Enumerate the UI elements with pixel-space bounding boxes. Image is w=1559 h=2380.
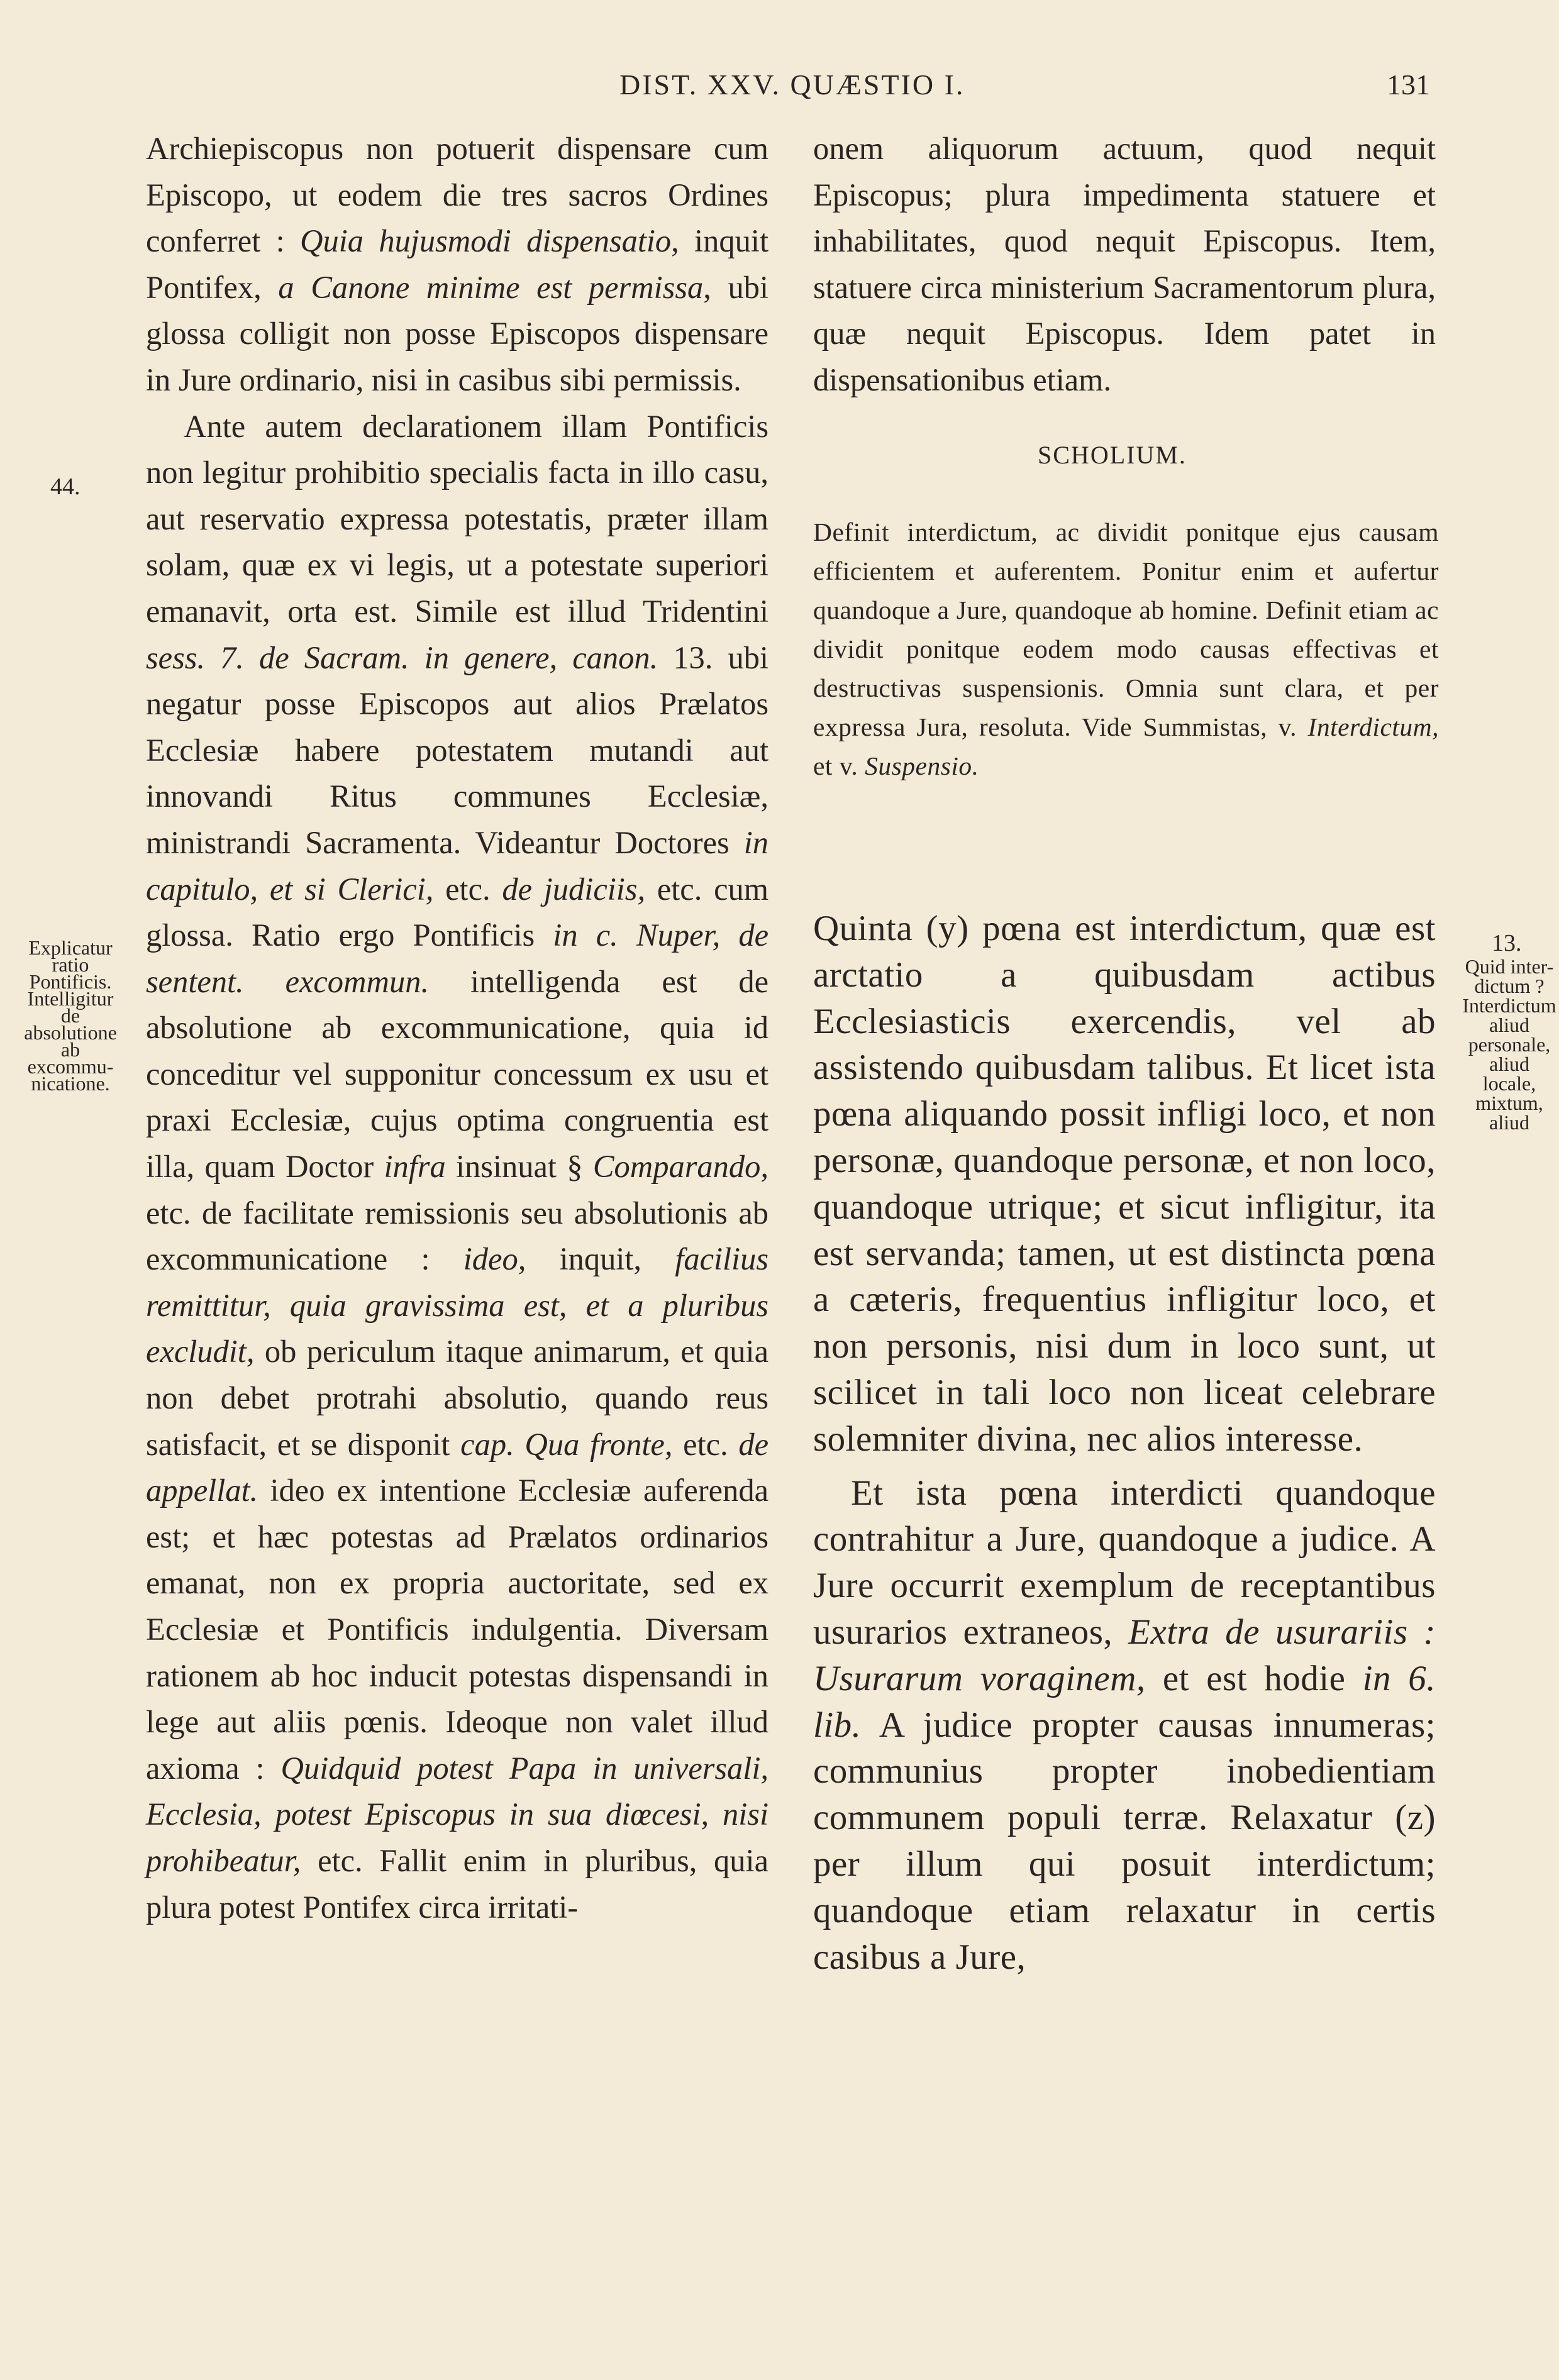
margin-note-right <box>1446 957 1559 1132</box>
text-run: inquit, <box>526 1241 675 1277</box>
italic-run: Comparando, <box>592 1149 768 1185</box>
italic-run: Quia hujusmodi dispensatio <box>299 223 672 259</box>
margin-note-line: de <box>60 1004 80 1027</box>
text-run: A judice propter causas innumeras; communius propter inobedientiam communem populi terræ. Relaxatur (z) per illum qui posuit interdictum; quandoque etiam relaxatur in certis casibus a Jure, <box>813 1705 1436 1977</box>
margin-number-left: 44. <box>50 473 80 500</box>
text-run: , inquit Pontifex, <box>146 223 768 305</box>
text-run: Archiepiscopus non potuerit dispensare cum Episcopo, ut eodem die tres sacros Ordines conferret : <box>146 131 768 259</box>
italic-run: Extra de usurariis : Usurarum voraginem, <box>813 1612 1436 1698</box>
text-run: etc. de facilitate remissionis seu absolutionis ab excommunicatione : <box>146 1195 768 1277</box>
italic-run: de appellat. <box>146 1426 769 1508</box>
text-run: Quinta (y) pœna est interdictum, quæ est arctatio a quibusdam actibus Ecclesiasticis exercendis, vel ab assistendo quibusdam talibus. Et licet ista pœna aliquando possit infligi loco, et non personæ, quandoque personæ, et non loco, quandoque utrique; et sicut infligitur, ita est servanda; tamen, ut est distincta pœna a cæteris, frequentius infligitur loco, et non personis, nisi dum in loco sunt, ut scilicet in tali loco non liceat celebrare solemniter divina, nec alios interesse. <box>813 909 1436 1459</box>
paragraph <box>813 1470 1436 1981</box>
margin-note-line: ratio <box>52 953 89 976</box>
text-run: et est hodie <box>1145 1658 1363 1698</box>
margin-note-line: Pontificis. <box>29 970 112 993</box>
italic-run: Interdictum, <box>1307 712 1439 741</box>
scholium-title: SCHOLIUM. <box>1038 441 1187 469</box>
text-run: etc. <box>672 1426 739 1462</box>
text-run: ideo ex intentione Ecclesiæ auferenda est; et hæc potestas ad Prælatos ordinarios emanat, non ex propria auctoritate, sed ex Ecclesiæ et Pontificis indulgentia. Diversam rationem ab hoc inducit potestas dispensandi in lege aut aliis pœnis. Ideoque non valet illud axioma : <box>146 1473 768 1786</box>
text-run: etc. Fallit enim in pluribus, quia plura potest Pontifex circa irritati- <box>146 1842 768 1925</box>
margin-note-line: ab <box>60 1038 80 1061</box>
paragraph <box>813 905 1436 1463</box>
margin-note-line: absolutione <box>24 1021 117 1044</box>
margin-note-line: Quid inter- <box>1465 955 1554 978</box>
scholium-text <box>813 512 1439 785</box>
paragraph <box>146 404 768 1931</box>
margin-note-line: Explicatur <box>28 936 113 959</box>
margin-note-line: personale, <box>1468 1033 1551 1056</box>
margin-note-left <box>8 936 133 1095</box>
italic-run: sess. 7. de Sacram. in genere, canon. <box>146 639 658 675</box>
italic-run: in capitulo, et si Clerici, <box>146 824 768 907</box>
italic-run: cap. Qua fronte, <box>460 1426 673 1462</box>
text-run: etc. <box>433 871 502 907</box>
margin-note-line: locale, <box>1482 1072 1536 1095</box>
text-run: ob periculum itaque animarum, et quia non debet protrahi absolutio, quando reus satisfacit, et se disponit <box>146 1334 768 1462</box>
margin-note-line: excommu- <box>27 1055 114 1078</box>
margin-note-line: nicatione. <box>31 1072 110 1095</box>
margin-note-line: Intelligitur <box>27 987 114 1010</box>
margin-note-line: mixtum, <box>1475 1092 1543 1114</box>
paragraph <box>813 126 1436 404</box>
italic-run: Suspensio. <box>865 751 979 780</box>
text-run: 13. ubi negatur posse Episcopos aut alios Prælatos Ecclesiæ habere potestatem mutandi aut innovandi Ritus communes Ecclesiæ, ministrandi Sacramenta. Videantur Doctores <box>146 639 768 860</box>
margin-number-right: 13. <box>1492 930 1522 956</box>
text-run: etc. cum glossa. Ratio ergo Pontificis <box>146 871 769 953</box>
margin-note-line: aliud <box>1489 1014 1529 1036</box>
page-number: 131 <box>1387 69 1430 101</box>
paragraph <box>146 126 768 404</box>
text-run: Ante autem declarationem illam Pontificis non legitur prohibitio specialis facta in illo casu, aut reservatio expressa potestatis, præter illam solam, quæ ex vi legis, ut a potestate superiori emanavit, orta est. Simile est illud Tridentini <box>146 408 768 629</box>
text-run: et v. <box>813 751 865 780</box>
text-run: intelligenda est de absolutione ab excommunicatione, quia id conceditur vel supponitur concessum ex usu et praxi Ecclesiæ, cujus optima congruentia est illa, quam Doctor <box>146 963 768 1185</box>
italic-run: de judiciis, <box>502 871 646 907</box>
right-column-top <box>813 126 1436 404</box>
text-run: Definit interdictum, ac dividit ponitque ejus causam efficientem et auferentem. Ponitur enim et aufertur quandoque a Jure, quandoque ab homine. Definit etiam ac dividit ponitque eodem modo causas effectivas et destructivas suspensionis. Omnia sunt clara, et per expressa Jura, resoluta. Vide Summistas, v. <box>813 518 1439 741</box>
margin-note-line: Interdictum <box>1462 994 1556 1017</box>
text-run: , ubi glossa colligit non posse Episcopos dispensare in Jure ordinario, nisi in casibus sibi permissis. <box>146 269 769 397</box>
text-run: Et ista pœna interdicti quandoque contrahitur a Jure, quandoque a judice. A Jure occurrit exemplum de receptantibus usurarios extraneos, <box>813 1473 1436 1652</box>
right-column-bottom <box>813 905 1436 1980</box>
italic-run: in c. Nuper, de sentent. excommun. <box>146 917 769 999</box>
margin-note-line: aliud <box>1489 1053 1529 1075</box>
running-title: DIST. XXV. QUÆSTIO I. <box>619 69 965 101</box>
italic-run: a Canone minime est permissa <box>278 269 704 305</box>
italic-run: Quidquid potest Papa in universali, Ecclesia, potest Episcopus in sua diœcesi, nisi prohibeatur, <box>146 1750 768 1878</box>
margin-note-line: dictum ? <box>1474 975 1545 997</box>
text-run: insinuat § <box>445 1149 593 1185</box>
left-column <box>146 126 768 1930</box>
italic-run: facilius remittitur, quia gravissima est, et a pluribus excludit, <box>146 1241 768 1370</box>
text-run: onem aliquorum actuum, quod nequit Episcopus; plura impedimenta statuere et inhabilitates, quod nequit Episcopus. Item, statuere circa ministerium Sacramentorum plura, quæ nequit Episcopus. Idem patet in dispensationibus etiam. <box>813 131 1436 397</box>
italic-run: in 6. lib. <box>813 1658 1436 1745</box>
margin-note-line: aliud <box>1489 1111 1529 1134</box>
italic-run: ideo, <box>463 1241 526 1277</box>
italic-run: infra <box>384 1149 446 1185</box>
